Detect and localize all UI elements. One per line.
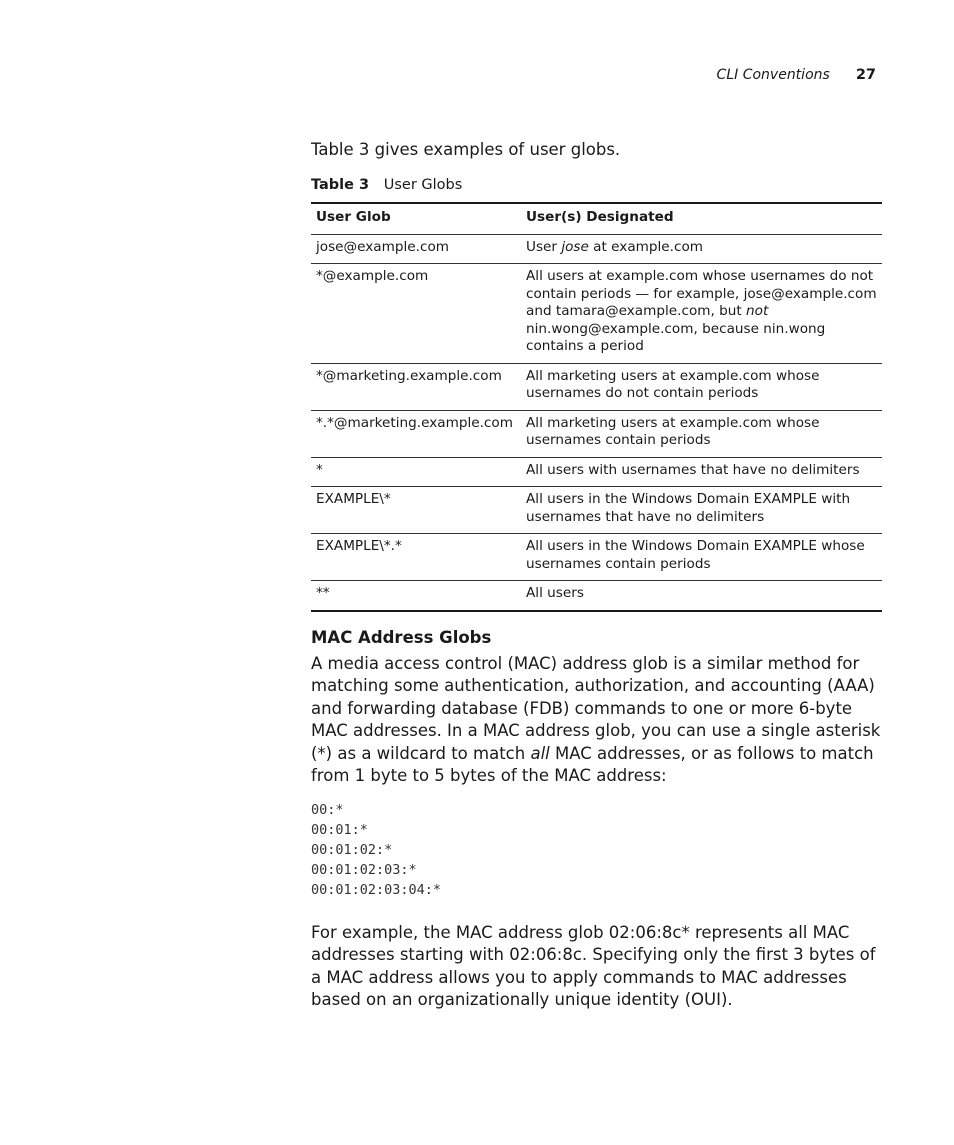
users-designated-cell bbox=[521, 363, 882, 410]
table-row bbox=[311, 264, 882, 364]
user-glob-cell: ** bbox=[316, 585, 330, 601]
paragraph-text: A media access control (MAC) address glob is a similar method for matching some authentication, authorization, and accounting (AAA) and forwarding database (FDB) commands to one or more 6-byte MAC addresses. In a MAC address glob, you can use a single asterisk (*) as a wildcard to match bbox=[311, 653, 881, 763]
code-line: 00:01:* bbox=[311, 821, 368, 838]
running-head-section: CLI Conventions bbox=[716, 67, 830, 83]
users-designated-cell bbox=[521, 487, 882, 534]
user-glob-cell: *@marketing.example.com bbox=[311, 363, 521, 410]
emphasis-text: not bbox=[746, 303, 769, 319]
column-header-users-designated: User(s) Designated bbox=[521, 203, 882, 234]
users-designated-cell bbox=[521, 410, 882, 457]
cell-text: All users in the Windows Domain EXAMPLE whose usernames contain periods bbox=[526, 538, 865, 572]
cell-text: All users at example.com whose usernames do not contain periods — for example, jose@example.com and tamara@example.com, but bbox=[526, 268, 877, 319]
mac-section-heading: MAC Address Globs bbox=[311, 627, 492, 647]
cell-text: User bbox=[526, 238, 562, 255]
table-row bbox=[311, 534, 882, 581]
mac-example-paragraph: For example, the MAC address glob 02:06:8c* represents all MAC addresses starting with 02:06:8c. Specifying only the first 3 bytes of a MAC address allows you to apply commands to MAC addresses based on an organizationally unique identity (OUI). bbox=[311, 922, 876, 1010]
cell-text: at example.com bbox=[588, 238, 704, 255]
user-glob-cell: EXAMPLE\*.* bbox=[311, 534, 521, 581]
column-header-user-glob: User Glob bbox=[311, 203, 521, 234]
user-glob-cell: *.*@marketing.example.com bbox=[311, 410, 521, 457]
cell-text: All users with usernames that have no delimiters bbox=[526, 461, 860, 478]
users-designated-cell bbox=[521, 581, 882, 611]
table-row bbox=[311, 363, 882, 410]
code-line: 00:* bbox=[311, 801, 344, 818]
users-designated-cell bbox=[521, 534, 882, 581]
code-line: 00:01:02:03:* bbox=[311, 862, 417, 879]
code-line: 00:01:02:* bbox=[311, 841, 393, 858]
emphasis-text: all bbox=[530, 743, 550, 763]
cell-text: All marketing users at example.com whose usernames do not contain periods bbox=[526, 367, 820, 401]
paragraph-text: MAC addresses, or as follows to match from 1 byte to 5 bytes of the MAC address: bbox=[311, 743, 874, 785]
table-body bbox=[311, 234, 882, 611]
users-designated-cell bbox=[521, 264, 882, 364]
table-row bbox=[311, 410, 882, 457]
cell-text: All users bbox=[526, 585, 584, 601]
mac-glob-code-block bbox=[311, 800, 889, 901]
table-row bbox=[311, 457, 882, 487]
table-caption-title: User Globs bbox=[383, 177, 463, 193]
page-number: 27 bbox=[855, 67, 876, 83]
emphasis-text: jose bbox=[561, 238, 589, 255]
cell-text: nin.wong@example.com, because nin.wong contains a period bbox=[526, 320, 826, 354]
running-header bbox=[717, 67, 876, 83]
user-glob-cell: jose@example.com bbox=[311, 234, 521, 264]
user-glob-cell: EXAMPLE\* bbox=[311, 487, 521, 534]
users-designated-cell bbox=[521, 234, 882, 264]
intro-paragraph: Table 3 gives examples of user globs. bbox=[311, 140, 621, 159]
user-glob-cell: * bbox=[311, 457, 521, 487]
table-caption-number: Table 3 bbox=[311, 177, 370, 193]
table-row bbox=[311, 487, 882, 534]
mac-description-paragraph bbox=[311, 653, 889, 788]
user-glob-cell: *@example.com bbox=[311, 264, 521, 364]
user-globs-table bbox=[311, 202, 882, 612]
cell-text: All marketing users at example.com whose usernames contain periods bbox=[526, 414, 820, 448]
table-caption bbox=[311, 177, 889, 193]
table-row bbox=[311, 234, 882, 264]
cell-text: All users in the Windows Domain EXAMPLE with usernames that have no delimiters bbox=[526, 491, 851, 525]
users-designated-cell bbox=[521, 457, 882, 487]
code-line: 00:01:02:03:04:* bbox=[311, 882, 442, 899]
table-header-row bbox=[311, 203, 882, 234]
table-row bbox=[311, 581, 882, 611]
page-content bbox=[311, 138, 889, 1012]
